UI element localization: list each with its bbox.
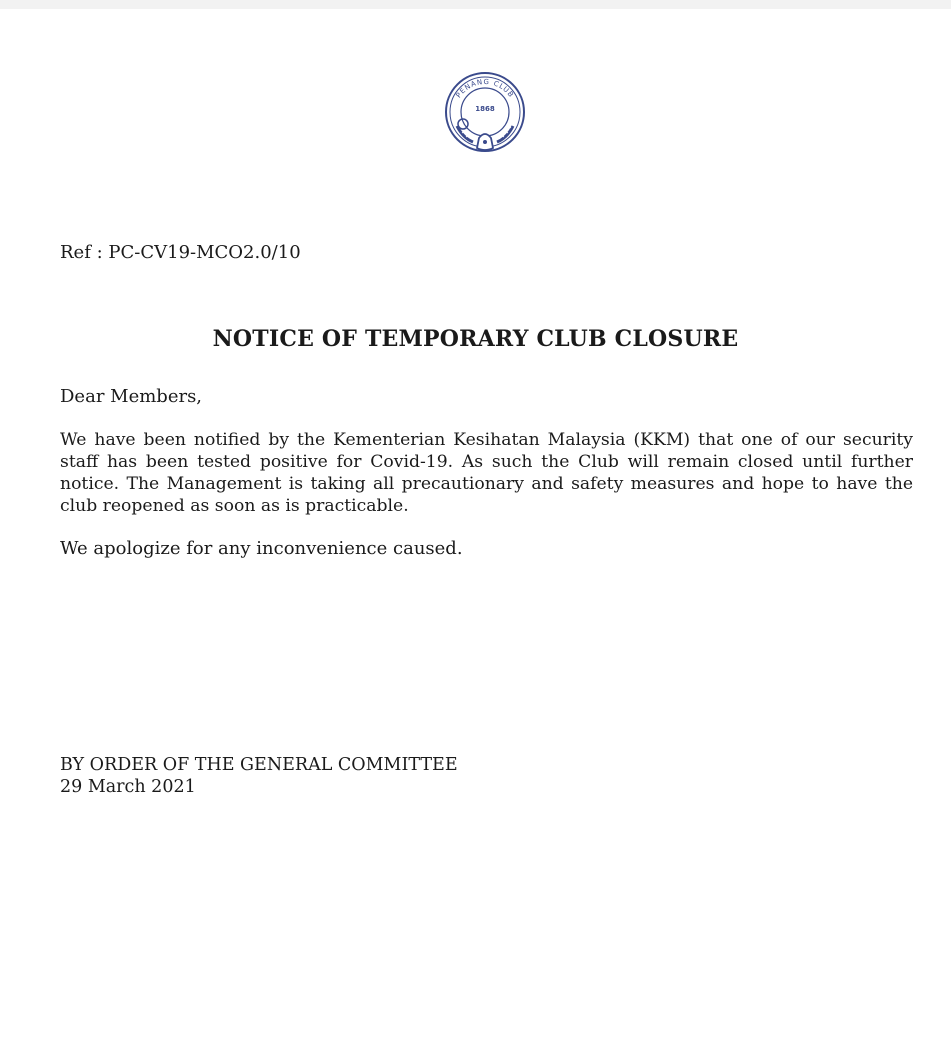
salutation: Dear Members, (60, 386, 203, 407)
notice-date: 29 March 2021 (60, 777, 196, 797)
top-strip (0, 0, 951, 9)
signoff-committee: BY ORDER OF THE GENERAL COMMITTEE (60, 755, 458, 775)
penang-club-logo (443, 72, 527, 156)
notice-body-paragraph: We have been notified by the Kementerian Kesihatan Malaysia (KKM) that one of our security staff has been tested positive for Covid-19. As such the Club will remain closed until further notice. The Management is taking all precautionary and safety measures and hope to have the club reopened as soon as is practicable. (60, 430, 913, 516)
reference-number: Ref : PC-CV19-MCO2.0/10 (60, 242, 301, 263)
logo-ring-text: PENANG CLUB (454, 77, 516, 100)
signoff-block (60, 754, 458, 798)
notice-title: NOTICE OF TEMPORARY CLUB CLOSURE (212, 326, 739, 352)
logo-year: 1868 (475, 105, 495, 113)
svg-text:PENANG CLUB (455, 78, 516, 100)
apology-line: We apologize for any inconvenience caused. (60, 538, 463, 559)
